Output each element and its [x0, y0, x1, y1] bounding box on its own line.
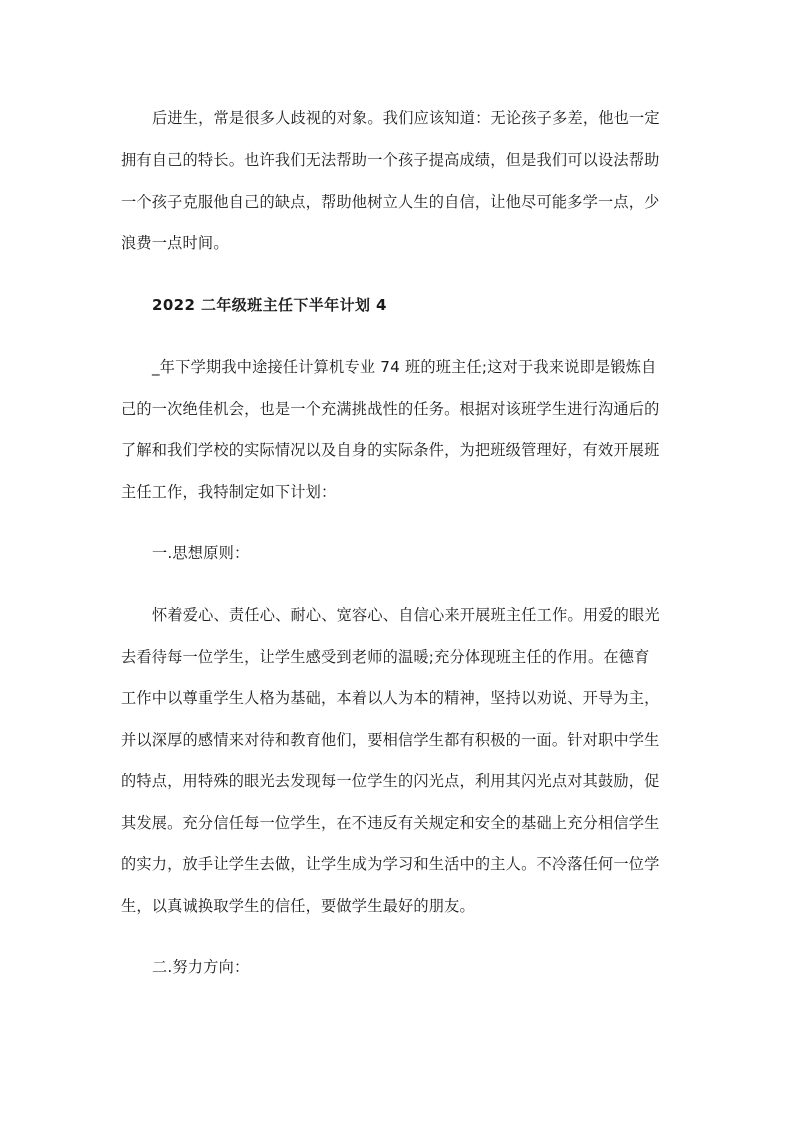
- paragraph-2-line-1: _年下学期我中途接任计算机专业 74 班的班主任;这对于我来说即是锻炼自: [152, 358, 657, 376]
- paragraph-1-line-1: 后进生，常是很多人歧视的对象。我们应该知道：无论孩子多差，他也一定: [152, 109, 660, 127]
- paragraph-2-line-2: 己的一次绝佳机会，也是一个充满挑战性的任务。根据对该班学生进行沟通后的: [121, 400, 660, 418]
- paragraph-3-line-1: 怀着爱心、责任心、耐心、宽容心、自信心来开展班主任工作。用爱的眼光: [152, 606, 660, 624]
- paragraph-3-line-8: 生，以真诚换取学生的信任，要做学生最好的朋友。: [121, 897, 475, 915]
- paragraph-3-line-2: 去看待每一位学生，让学生感受到老师的温暖;充分体现班主任的作用。在德育: [121, 648, 650, 666]
- paragraph-2-line-3: 了解和我们学校的实际情况以及自身的实际条件，为把班级管理好，有效开展班: [121, 441, 660, 459]
- paragraph-3-line-3: 工作中以尊重学生人格为基础，本着以人为本的精神，坚持以劝说、开导为主，: [121, 689, 660, 707]
- subheading-thought-principles: 一.思想原则：: [152, 544, 250, 562]
- section-heading: 2022 二年级班主任下半年计划 4: [152, 296, 387, 314]
- paragraph-1-line-4: 浪费一点时间。: [121, 234, 229, 252]
- paragraph-1-line-3: 一个孩子克服他自己的缺点，帮助他树立人生的自信，让他尽可能多学一点，少: [121, 193, 660, 211]
- paragraph-1-line-2: 拥有自己的特长。也许我们无法帮助一个孩子提高成绩，但是我们可以设法帮助: [121, 151, 660, 169]
- paragraph-3-line-4: 并以深厚的感情来对待和教育他们，要相信学生都有积极的一面。针对职中学生: [121, 731, 660, 749]
- paragraph-3-line-5: 的特点，用特殊的眼光去发现每一位学生的闪光点，利用其闪光点对其鼓励，促: [121, 772, 660, 790]
- paragraph-2-line-4: 主任工作，我特制定如下计划：: [121, 483, 337, 501]
- subheading-effort-direction: 二.努力方向：: [152, 958, 250, 976]
- paragraph-3-line-7: 的实力，放手让学生去做，让学生成为学习和生活中的主人。不冷落任何一位学: [121, 855, 660, 873]
- paragraph-3-line-6: 其发展。充分信任每一位学生，在不违反有关规定和安全的基础上充分相信学生: [121, 814, 660, 832]
